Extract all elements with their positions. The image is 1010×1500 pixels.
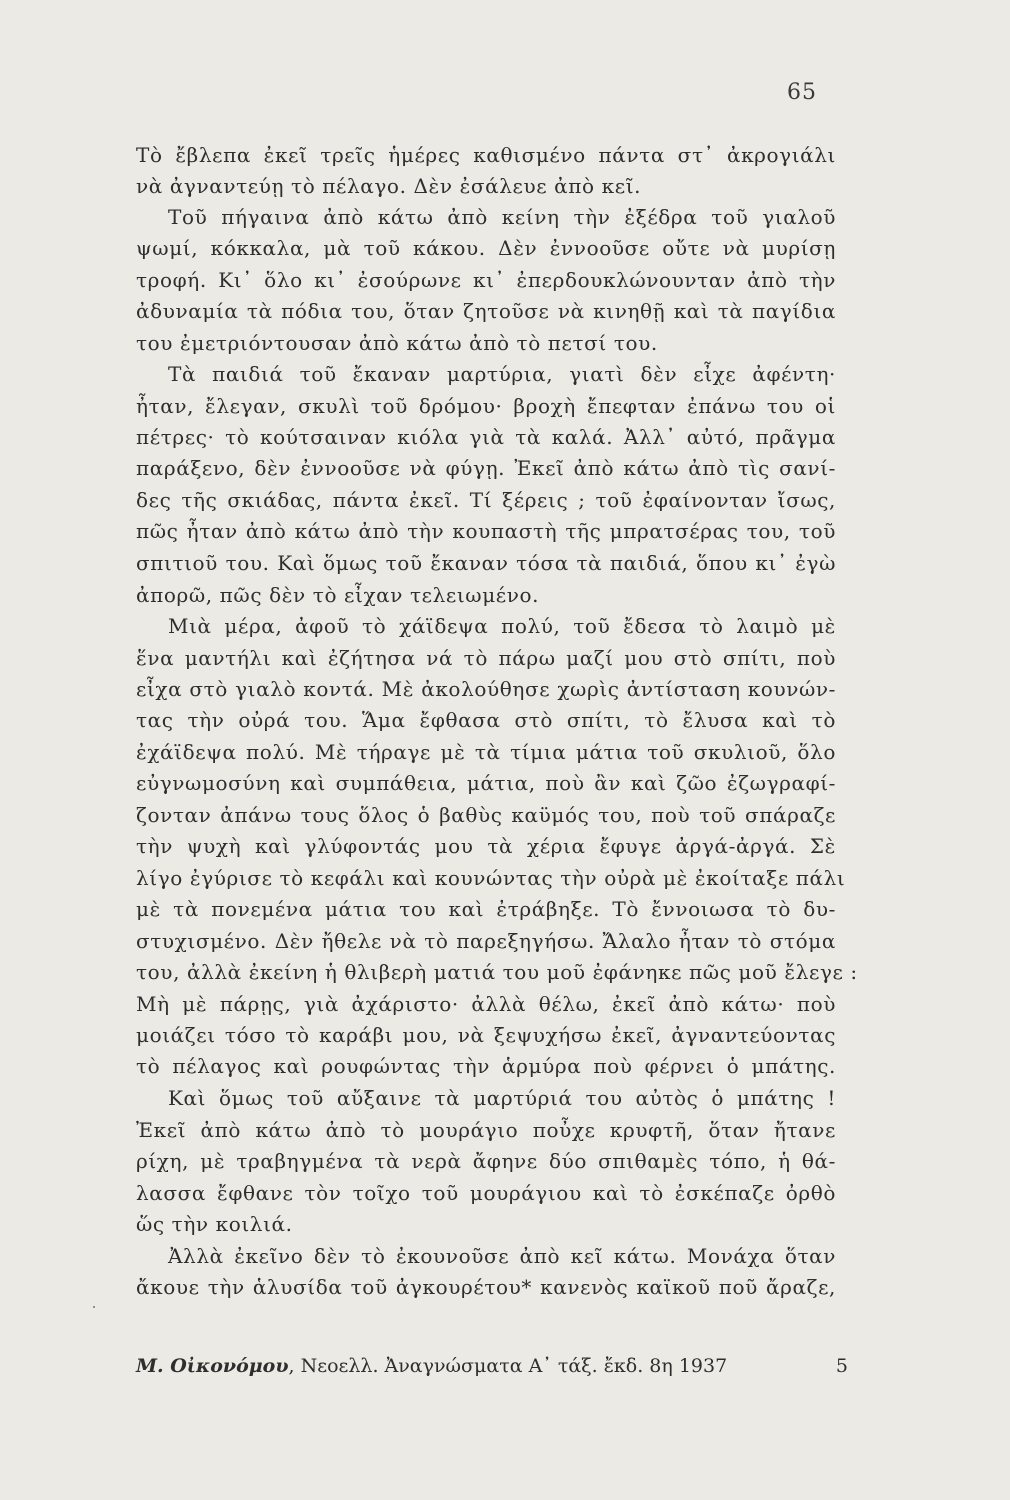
text-line: τροφή. Κι᾽ ὅλο κι᾽ ἐσούρωνε κι᾽ ἐπερδουκλώνουνταν ἀπὸ τὴν xyxy=(136,268,836,292)
text-line: στυχισμένο. Δὲν ἤθελε νὰ τὸ παρεξηγήσω. Ἄλαλο ἦταν τὸ στόμα xyxy=(136,929,836,953)
text-line: ἀπορῶ, πῶς δὲν τὸ εἶχαν τελειωμένο. xyxy=(136,583,540,607)
text-line: Ἐκεῖ ἀπὸ κάτω ἀπὸ τὸ μουράγιο ποὖχε κρυφτῆ, ὅταν ἤτανε xyxy=(136,1118,836,1142)
text-line: Τὰ παιδιά τοῦ ἔκαναν μαρτύρια, γιατὶ δὲν εἶχε ἀφέντη· xyxy=(168,362,836,386)
text-line: ἦταν, ἔλεγαν, σκυλὶ τοῦ δρόμου· βροχὴ ἔπεφταν ἐπάνω του οἱ xyxy=(136,394,836,418)
text-line: ἀδυναμία τὰ πόδια του, ὅταν ζητοῦσε νὰ κινηθῇ καὶ τὰ παγίδια xyxy=(136,299,836,323)
text-line: ψωμί, κόκκαλα, μὰ τοῦ κάκου. Δὲν ἐννοοῦσε οὔτε νὰ μυρίσῃ xyxy=(136,236,836,260)
text-line: Ἀλλὰ ἐκεῖνο δὲν τὸ ἐκουνοῦσε ἀπὸ κεῖ κάτω. Μονάχα ὅταν xyxy=(168,1244,836,1268)
text-line: τας τὴν οὐρά του. Ἅμα ἔφθασα στὸ σπίτι, τὸ ἔλυσα καὶ τὸ xyxy=(136,708,836,732)
footer-author: Μ. Οἰκονόμου xyxy=(136,1355,289,1377)
text-line: νὰ ἀγναντεύῃ τὸ πέλαγο. Δὲν ἐσάλευε ἀπὸ κεῖ. xyxy=(136,174,642,198)
text-line: δες τῆς σκιάδας, πάντα ἐκεῖ. Τί ξέρεις ; τοῦ ἐφαίνονταν ἴσως, xyxy=(136,488,836,512)
text-line: παράξενο, δὲν ἐννοοῦσε νὰ φύγῃ. Ἐκεῖ ἀπὸ κάτω ἀπὸ τὶς σανί- xyxy=(136,456,836,480)
text-line: ἕνα μαντήλι καὶ ἐζήτησα νά τὸ πάρω μαζί μου στὸ σπίτι, ποὺ xyxy=(136,646,836,670)
text-line: λίγο ἐγύρισε τὸ κεφάλι καὶ κουνώντας τὴν οὐρὰ μὲ ἐκοίταξε πάλι xyxy=(136,866,846,890)
text-line: πῶς ἦταν ἀπὸ κάτω ἀπὸ τὴν κουπαστὴ τῆς μπρατσέρας του, τοῦ xyxy=(136,519,836,543)
text-line: ὥς τὴν κοιλιά. xyxy=(136,1212,293,1236)
text-line: ἐχάϊδεψα πολύ. Μὲ τήραγε μὲ τὰ τίμια μάτια τοῦ σκυλιοῦ, ὅλο xyxy=(136,740,836,764)
text-line: μὲ τὰ πονεμένα μάτια του καὶ ἐτράβηξε. Τὸ ἔννοιωσα τὸ δυ- xyxy=(136,897,836,921)
text-line: Τὸ ἔβλεπα ἐκεῖ τρεῖς ἡμέρες καθισμένο πάντα στ᾽ ἀκρογιάλι xyxy=(136,143,836,167)
text-line: ζονταν ἀπάνω τους ὅλος ὁ βαθὺς καϋμός του, ποὺ τοῦ σπάραζε xyxy=(136,803,836,827)
paper-speck xyxy=(93,1306,95,1308)
text-line: Μὴ μὲ πάρῃς, γιὰ ἀχάριστο· ἀλλὰ θέλω, ἐκεῖ ἀπὸ κάτω· ποὺ xyxy=(136,992,836,1016)
text-line: τὴν ψυχὴ καὶ γλύφοντάς μου τὰ χέρια ἔφυγε ἀργά-ἀργά. Σὲ xyxy=(136,834,836,858)
signature-mark: 5 xyxy=(835,1355,848,1377)
text-line: μοιάζει τόσο τὸ καράβι μου, νὰ ξεψυχήσω ἐκεῖ, ἀγναντεύοντας xyxy=(136,1023,836,1047)
text-line: σπιτιοῦ του. Καὶ ὅμως τοῦ ἔκαναν τόσα τὰ παιδιά, ὅπου κι᾽ ἐγὼ xyxy=(136,551,836,575)
footer-source: , Νεοελλ. Ἀναγνώσματα Α᾽ τάξ. ἔκδ. 8η 1937 xyxy=(288,1355,728,1377)
footer xyxy=(136,1354,848,1378)
text-line: ρίχη, μὲ τραβηγμένα τὰ νερὰ ἄφηνε δύο σπιθαμὲς τόπο, ἡ θά- xyxy=(136,1149,836,1173)
text-line: εἶχα στὸ γιαλὸ κοντά. Μὲ ἀκολούθησε χωρὶς ἀντίσταση κουνών- xyxy=(136,677,836,701)
page-number: 65 xyxy=(787,80,817,105)
text-line: τὸ πέλαγος καὶ ρουφώντας τὴν ἁρμύρα ποὺ φέρνει ὁ μπάτης. xyxy=(136,1054,836,1078)
text-line: του, ἀλλὰ ἐκείνη ἡ θλιβερὴ ματιά του μοῦ ἐφάνηκε πῶς μοῦ ἔλεγε : xyxy=(136,960,858,984)
text-line: Τοῦ πήγαινα ἀπὸ κάτω ἀπὸ κείνη τὴν ἐξέδρα τοῦ γιαλοῦ xyxy=(168,205,836,229)
text-line: ἄκουε τὴν ἁλυσίδα τοῦ ἀγκουρέτου* κανενὸς καϊκοῦ ποῦ ἄραζε, xyxy=(136,1275,836,1299)
text-line: Μιὰ μέρα, ἀφοῦ τὸ χάϊδεψα πολύ, τοῦ ἔδεσα τὸ λαιμὸ μὲ xyxy=(168,614,836,638)
text-line: λασσα ἔφθανε τὸν τοῖχο τοῦ μουράγιου καὶ τὸ ἐσκέπαζε ὀρθὸ xyxy=(136,1181,836,1205)
text-line: του ἐμετριόντουσαν ἀπὸ κάτω ἀπὸ τὸ πετσί του. xyxy=(136,331,658,355)
text-line: εὐγνωμοσύνη καὶ συμπάθεια, μάτια, ποὺ ἂν καὶ ζῶο ἐζωγραφί- xyxy=(136,771,836,795)
text-line: Καὶ ὅμως τοῦ αὔξαινε τὰ μαρτύριά του αὐτὸς ὁ μπάτης ! xyxy=(168,1086,836,1110)
text-line: πέτρες· τὸ κούτσαιναν κιόλα γιὰ τὰ καλά. Ἀλλ᾽ αὐτό, πρᾶγμα xyxy=(136,425,836,449)
